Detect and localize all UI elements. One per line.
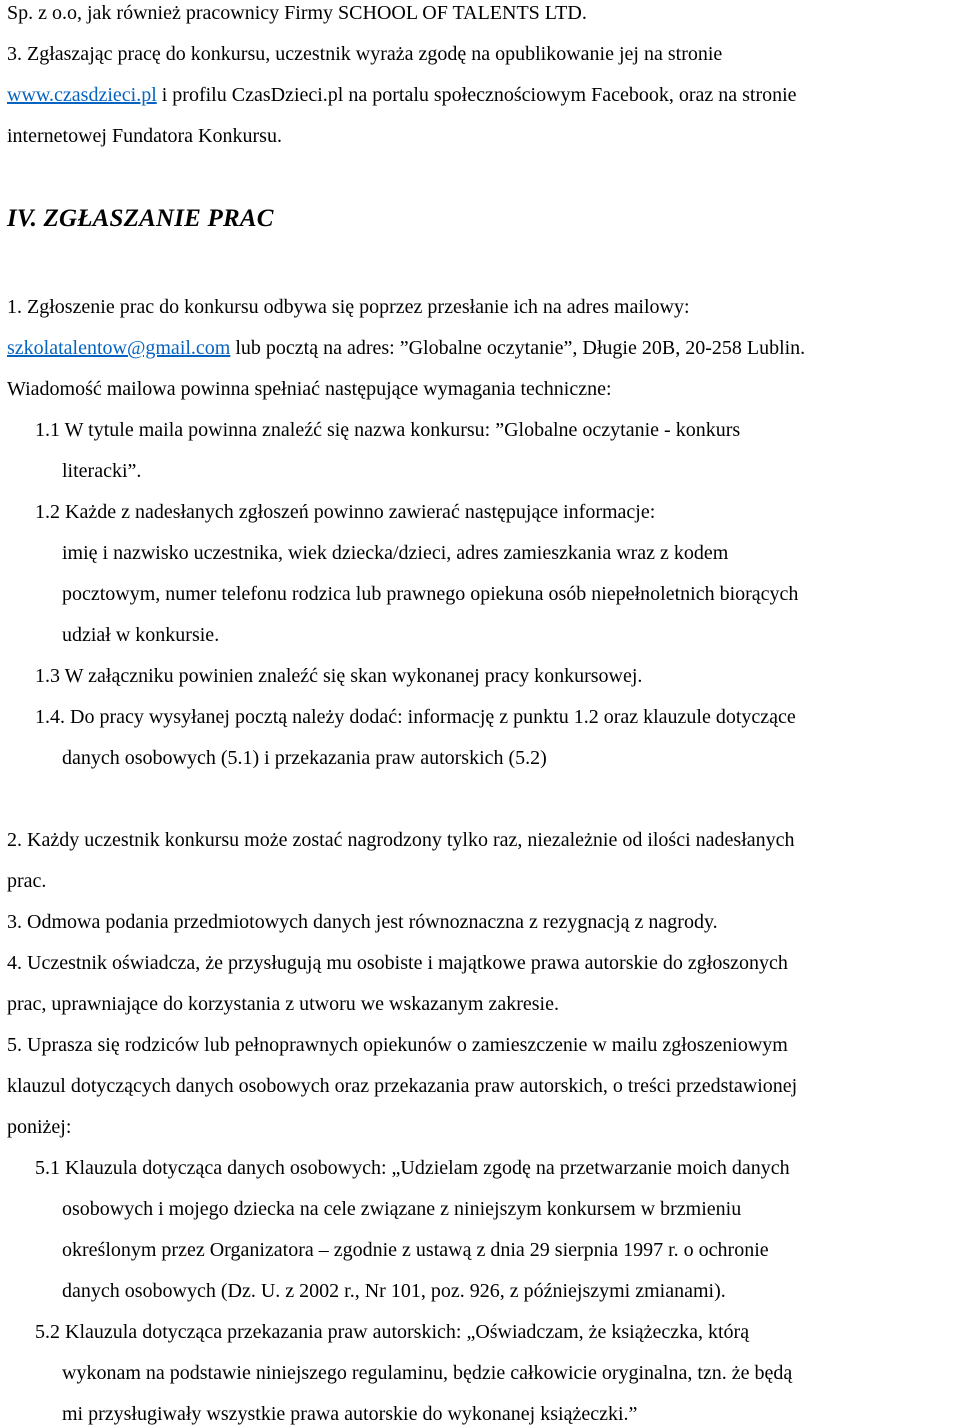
text-line: danych osobowych (Dz. U. z 2002 r., Nr 101, poz. 926, z późniejszymi zmianami). (62, 1280, 726, 1302)
text-line: poniżej: (7, 1116, 72, 1138)
text-line (7, 85, 797, 105)
text-line: Sp. z o.o, jak również pracownicy Firmy SCHOOL OF TALENTS LTD. (7, 2, 587, 24)
czasdzieci-link[interactable]: www.czasdzieci.pl (7, 84, 157, 106)
text-line: literacki”. (62, 460, 142, 482)
point-1-2: 1.2 Każde z nadesłanych zgłoszeń powinno zawierać następujące informacje: (35, 501, 656, 523)
point-1: 1. Zgłoszenie prac do konkursu odbywa się poprzez przesłanie ich na adres mailowy: (7, 296, 690, 318)
text-line: wykonam na podstawie niniejszego regulaminu, będzie całkowicie oryginalna, tzn. że będą (62, 1362, 793, 1384)
text-fragment: i profilu CzasDzieci.pl na portalu społecznościowym Facebook, oraz na stronie (156, 84, 797, 106)
text-line: klauzul dotyczących danych osobowych oraz przekazania praw autorskich, o treści przedstawionej (7, 1075, 798, 1097)
point-3: 3. Zgłaszając pracę do konkursu, uczestnik wyraża zgodę na opublikowanie jej na stronie (7, 43, 723, 65)
point-4: 4. Uczestnik oświadcza, że przysługują mu osobiste i majątkowe prawa autorskie do zgłoszonych (7, 952, 788, 974)
text-line: danych osobowych (5.1) i przekazania praw autorskich (5.2) (62, 747, 547, 769)
email-link[interactable]: szkolatalentow@gmail.com (7, 337, 231, 359)
point-1-1: 1.1 W tytule maila powinna znaleźć się nazwa konkursu: ”Globalne oczytanie - konkurs (35, 419, 741, 441)
point-1-3: 1.3 W załączniku powinien znaleźć się skan wykonanej pracy konkursowej. (35, 665, 643, 687)
text-line: określonym przez Organizatora – zgodnie z ustawą z dnia 29 sierpnia 1997 r. o ochronie (62, 1239, 769, 1261)
text-line: prac. (7, 870, 47, 892)
point-5: 5. Uprasza się rodziców lub pełnoprawnych opiekunów o zamieszczenie w mailu zgłoszeniowym (7, 1034, 788, 1056)
text-line (7, 338, 805, 358)
point-5-2: 5.2 Klauzula dotycząca przekazania praw autorskich: „Oświadczam, że książeczka, którą (35, 1321, 750, 1343)
text-line: osobowych i mojego dziecka na cele związane z niniejszym konkursem w brzmieniu (62, 1198, 742, 1220)
text-line: pocztowym, numer telefonu rodzica lub prawnego opiekuna osób niepełnoletnich biorących (62, 583, 799, 605)
text-line: mi przysługiwały wszystkie prawa autorskie do wykonanej książeczki.” (62, 1403, 638, 1425)
text-line: imię i nazwisko uczestnika, wiek dziecka/dzieci, adres zamieszkania wraz z kodem (62, 542, 729, 564)
text-line: Wiadomość mailowa powinna spełniać następujące wymagania techniczne: (7, 378, 612, 400)
point-1-4: 1.4. Do pracy wysyłanej pocztą należy dodać: informację z punktu 1.2 oraz klauzule dotyczące (35, 706, 796, 728)
text-fragment: lub pocztą na adres: ”Globalne oczytanie”, Długie 20B, 20-258 Lublin. (230, 337, 806, 359)
point-3: 3. Odmowa podania przedmiotowych danych jest równoznaczna z rezygnacją z nagrody. (7, 911, 718, 933)
point-5-1: 5.1 Klauzula dotycząca danych osobowych: „Udzielam zgodę na przetwarzanie moich danych (35, 1157, 790, 1179)
text-line: internetowej Fundatora Konkursu. (7, 125, 282, 147)
section-heading: IV. ZGŁASZANIE PRAC (7, 205, 274, 232)
text-line: prac, uprawniające do korzystania z utworu we wskazanym zakresie. (7, 993, 559, 1015)
text-line: udział w konkursie. (62, 624, 220, 646)
point-2: 2. Każdy uczestnik konkursu może zostać nagrodzony tylko raz, niezależnie od ilości nadesłanych (7, 829, 795, 851)
